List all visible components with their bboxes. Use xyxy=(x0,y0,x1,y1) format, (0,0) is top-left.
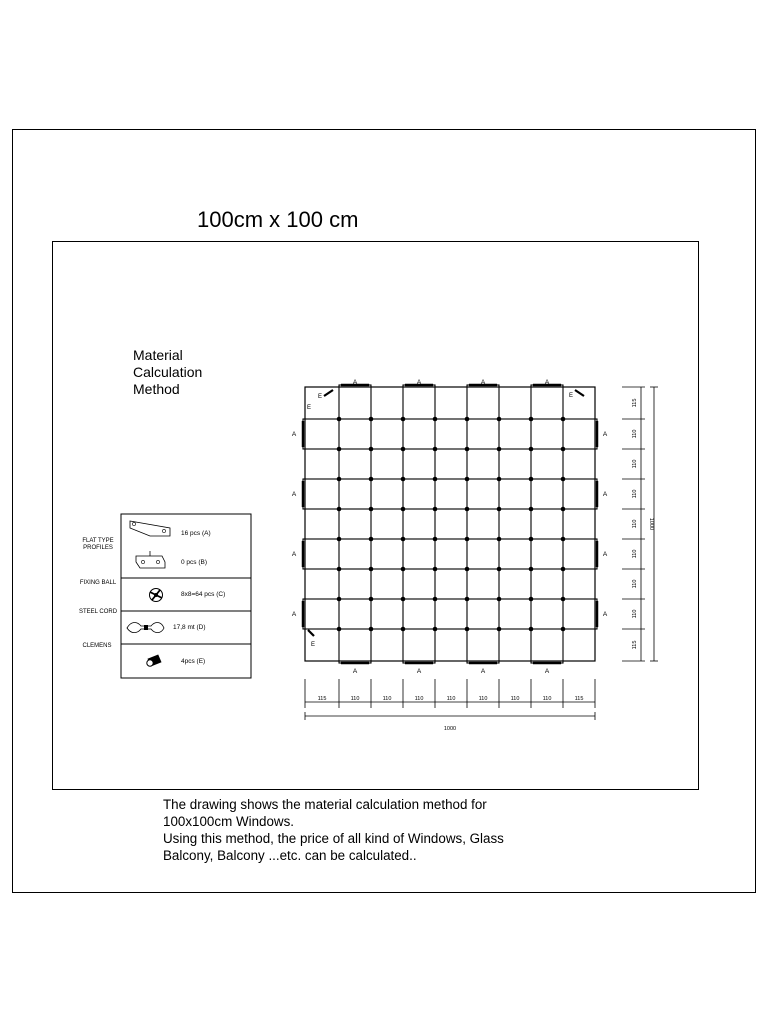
profile-label: A xyxy=(480,379,486,386)
profile-label: A xyxy=(352,668,358,675)
fixing-ball xyxy=(497,477,502,482)
profile-label: A xyxy=(416,379,422,386)
caption xyxy=(163,796,583,864)
dimension-value: 110 xyxy=(414,696,424,702)
profile-label: A xyxy=(291,611,297,618)
profile-label: A xyxy=(480,668,486,675)
profile-label: A xyxy=(291,491,297,498)
dimension-value: 110 xyxy=(632,549,638,559)
dimension-value: 110 xyxy=(632,489,638,499)
dimension-value: 110 xyxy=(632,459,638,469)
dimension-value: 115 xyxy=(317,696,327,702)
fixing-ball xyxy=(433,537,438,542)
horizontal-profile xyxy=(303,419,597,449)
fixing-ball xyxy=(529,417,534,422)
fixing-ball xyxy=(369,627,374,632)
fixing-ball xyxy=(337,627,342,632)
material-label: PROFILES xyxy=(83,545,113,551)
profile-label: A xyxy=(602,431,608,438)
fixing-ball xyxy=(433,567,438,572)
fixing-ball xyxy=(369,597,374,602)
dimension-value: 110 xyxy=(382,696,392,702)
material-qty: 4pcs (E) xyxy=(181,658,206,665)
fixing-ball xyxy=(529,627,534,632)
fixing-ball xyxy=(497,507,502,512)
horizontal-profile xyxy=(303,599,597,629)
vertical-profile xyxy=(403,385,435,663)
fixing-ball xyxy=(401,597,406,602)
fixing-ball xyxy=(401,447,406,452)
fixing-ball xyxy=(433,447,438,452)
fixing-ball xyxy=(369,537,374,542)
fixing-ball xyxy=(465,597,470,602)
window-outline xyxy=(305,387,595,661)
profile-label: A xyxy=(602,491,608,498)
clemens-mark xyxy=(324,390,333,396)
dimension-value: 110 xyxy=(510,696,520,702)
corner-label: E xyxy=(306,405,312,411)
method-title-line: Method xyxy=(133,381,180,397)
horizontal-profile xyxy=(303,479,597,509)
horizontal-profile xyxy=(303,539,597,569)
profile-label: A xyxy=(291,551,297,558)
material-list xyxy=(79,514,251,678)
fixing-ball xyxy=(529,447,534,452)
window-grid xyxy=(292,379,658,732)
clemens-icon xyxy=(147,655,161,666)
fixing-ball xyxy=(561,477,566,482)
profile-label: A xyxy=(544,668,550,675)
fixing-ball xyxy=(433,627,438,632)
fixing-ball xyxy=(561,597,566,602)
fixing-ball xyxy=(433,597,438,602)
fixing-ball xyxy=(561,417,566,422)
fixing-ball xyxy=(465,417,470,422)
dimension-value: 110 xyxy=(632,609,638,619)
fixing-ball xyxy=(401,627,406,632)
profile-label: A xyxy=(602,611,608,618)
caption-line: Balcony, Balcony ...etc. can be calculated.. xyxy=(163,848,417,863)
corner-label: E xyxy=(317,394,323,400)
caption-line: Using this method, the price of all kind of Windows, Glass xyxy=(163,831,504,846)
total-height: 1000 xyxy=(648,517,654,531)
dimension-value: 110 xyxy=(478,696,488,702)
fixing-ball xyxy=(401,567,406,572)
fixing-ball xyxy=(529,507,534,512)
profile-label: A xyxy=(416,668,422,675)
dimension-value: 110 xyxy=(632,579,638,589)
fixing-ball xyxy=(369,447,374,452)
page-title: 100cm x 100 cm xyxy=(197,207,359,232)
vertical-profile xyxy=(531,385,563,663)
fixing-ball xyxy=(561,627,566,632)
flat-profile-a-icon xyxy=(130,521,170,536)
clemens-mark xyxy=(308,630,314,636)
fixing-ball xyxy=(401,477,406,482)
flat-profile-b-icon xyxy=(136,551,165,568)
dimension-value: 115 xyxy=(632,398,638,408)
fixing-ball xyxy=(337,567,342,572)
clemens-mark xyxy=(575,390,584,396)
fixing-ball xyxy=(561,537,566,542)
fixing-ball xyxy=(465,627,470,632)
fixing-ball xyxy=(369,477,374,482)
fixing-ball xyxy=(561,447,566,452)
fixing-ball xyxy=(401,507,406,512)
dimension-value: 110 xyxy=(632,429,638,439)
fixing-ball xyxy=(465,447,470,452)
fixing-ball xyxy=(465,507,470,512)
dimension-value: 110 xyxy=(446,696,456,702)
fixing-ball xyxy=(401,417,406,422)
vertical-profile xyxy=(467,385,499,663)
fixing-ball xyxy=(497,567,502,572)
fixing-ball xyxy=(433,477,438,482)
material-qty: 0 pcs (B) xyxy=(181,559,208,566)
dimension-value: 110 xyxy=(350,696,360,702)
profile-label: A xyxy=(352,379,358,386)
total-width: 1000 xyxy=(443,726,457,732)
dimension-value: 110 xyxy=(542,696,552,702)
fixing-ball xyxy=(529,537,534,542)
caption-line: 100x100cm Windows. xyxy=(163,814,294,829)
material-label: STEEL CORD xyxy=(78,609,118,615)
corner-label: E xyxy=(568,393,574,399)
fixing-ball xyxy=(337,537,342,542)
fixing-ball xyxy=(561,567,566,572)
dimension-value: 110 xyxy=(632,519,638,529)
corner-label: E xyxy=(310,642,316,648)
material-qty: 17,8 mt (D) xyxy=(173,624,206,631)
dimension-value: 115 xyxy=(632,640,638,650)
profile-label: A xyxy=(544,379,550,386)
method-title-line: Material xyxy=(133,347,183,363)
fixing-ball xyxy=(369,507,374,512)
fixing-ball xyxy=(497,597,502,602)
fixing-ball xyxy=(497,537,502,542)
fixing-ball xyxy=(497,417,502,422)
fixing-ball xyxy=(497,447,502,452)
fixing-ball xyxy=(337,507,342,512)
vertical-profile xyxy=(339,385,371,663)
fixing-ball xyxy=(497,627,502,632)
fixing-ball xyxy=(369,417,374,422)
material-label: FLAT TYPE xyxy=(82,538,114,544)
fixing-ball-icon xyxy=(150,589,163,602)
method-title-line: Calculation xyxy=(133,364,203,380)
fixing-ball xyxy=(337,417,342,422)
material-label: FIXING BALL xyxy=(79,580,117,586)
material-label: CLEMENS xyxy=(82,643,112,649)
fixing-ball xyxy=(337,597,342,602)
fixing-ball xyxy=(529,597,534,602)
fixing-ball xyxy=(561,507,566,512)
fixing-ball xyxy=(369,567,374,572)
profile-label: A xyxy=(291,431,297,438)
dimension-value: 115 xyxy=(574,696,584,702)
fixing-ball xyxy=(337,477,342,482)
fixing-ball xyxy=(529,477,534,482)
material-qty: 8x8=64 pcs (C) xyxy=(181,591,226,598)
fixing-ball xyxy=(529,567,534,572)
fixing-ball xyxy=(401,537,406,542)
material-qty: 16 pcs (A) xyxy=(181,530,211,537)
fixing-ball xyxy=(337,447,342,452)
fixing-ball xyxy=(433,507,438,512)
profile-label: A xyxy=(602,551,608,558)
steel-cord-icon xyxy=(127,622,164,632)
fixing-ball xyxy=(433,417,438,422)
fixing-ball xyxy=(465,477,470,482)
caption-line: The drawing shows the material calculation method for xyxy=(163,797,487,812)
fixing-ball xyxy=(465,537,470,542)
fixing-ball xyxy=(465,567,470,572)
